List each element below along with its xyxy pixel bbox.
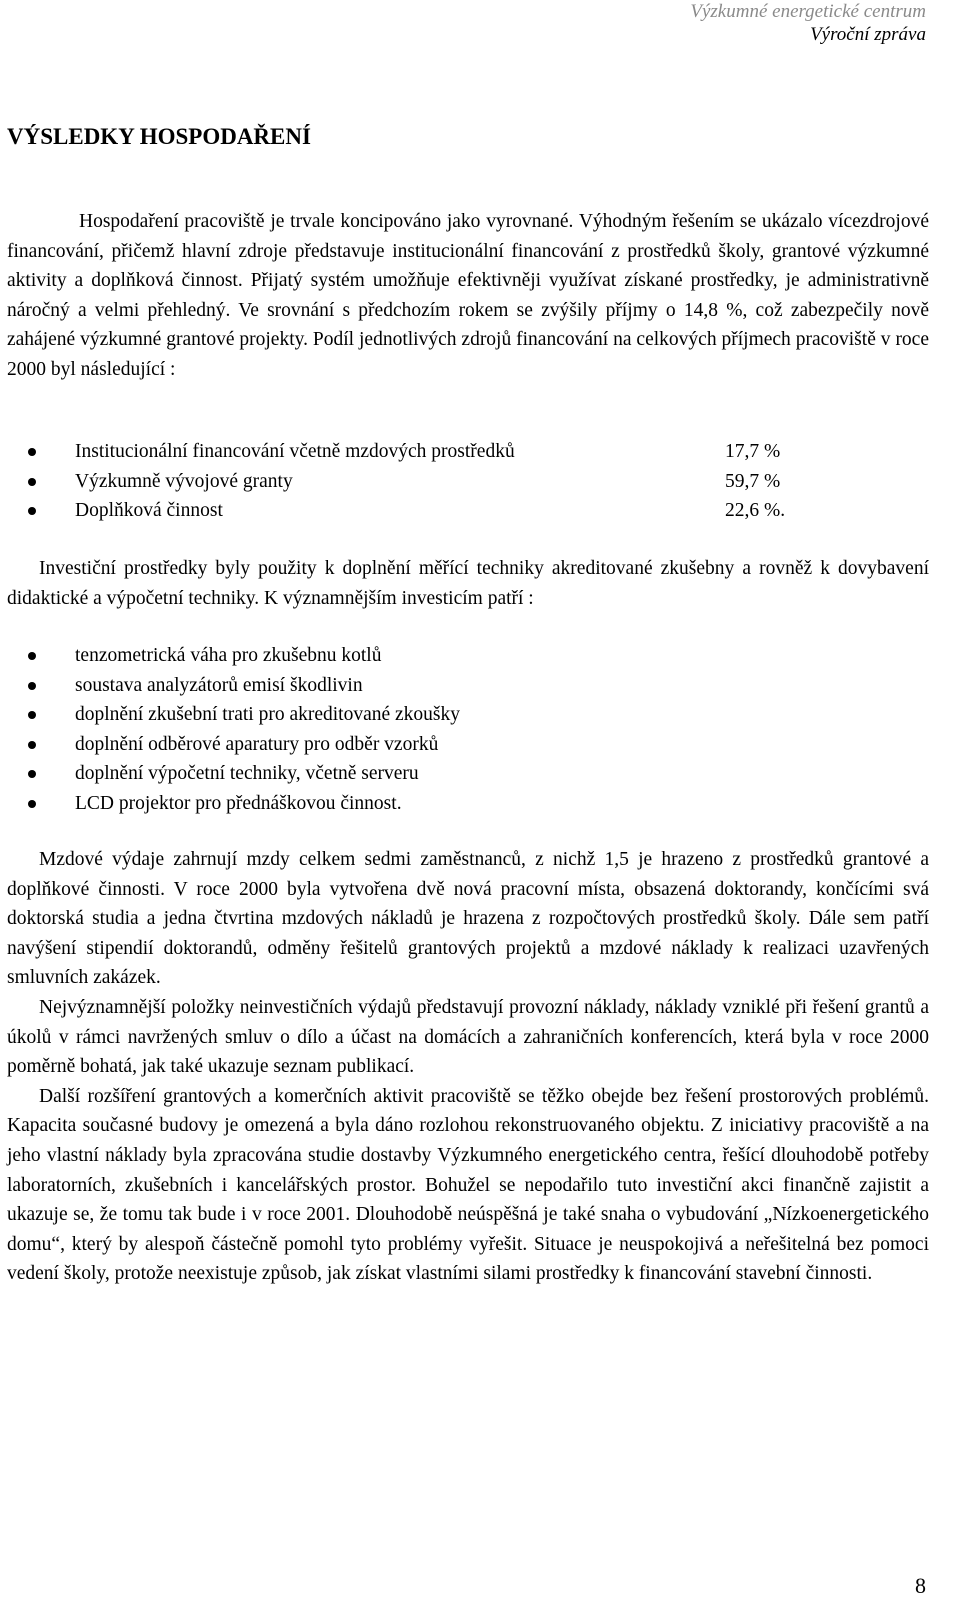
header-report: Výroční zpráva: [810, 24, 926, 45]
funding-item: [7, 437, 929, 467]
investment-item: [7, 641, 929, 671]
investment-label: doplnění odběrové aparatury pro odběr vzorků: [75, 733, 439, 755]
page-header: [690, 0, 926, 46]
funding-item: [7, 496, 929, 526]
investment-label: doplnění zkušební trati pro akreditované zkoušky: [75, 704, 461, 726]
wages-paragraph: Mzdové výdaje zahrnují mzdy celkem sedmi zaměstnanců, z nichž 1,5 je hrazeno z prostředků grantové a doplňkové činnosti. V roce 2000 byla vytvořena dvě nová pracovní místa, obsazená doktorandy, končícími svá doktorská studia a jedna čtvrtina mzdových nákladů je hrazena z rozpočtových prostředků školy. Dále sem patří navýšení stipendií doktorandů, odměny řešitelů grantových projektů a mzdové náklady k realizaci uzavřených smluvních zakázek.: [7, 849, 929, 989]
page-number: 8: [915, 1573, 926, 1598]
operating-paragraph: Nejvýznamnější položky neinvestičních výdajů představují provozní náklady, náklady vzniklé při řešení grantů a úkolů v rámci navržených smluv o dílo a účast na domácích a zahraničních konferencích, která byla v roce 2000 poměrně bohatá, jak také ukazuje seznam publikací.: [7, 996, 929, 1078]
investment-block: [7, 554, 929, 613]
bullet-icon: [28, 652, 36, 660]
investment-item: [7, 759, 929, 789]
funding-value: 22,6 %.: [725, 500, 786, 522]
space-paragraph: Další rozšíření grantových a komerčních aktivit pracoviště se těžko obejde bez řešení prostorových problémů. Kapacita současné budovy je omezená a byla dáno rozlohou rekonstruovaného objektu. Z iniciativy pracoviště a na jeho vlastní náklady byla zpracována studie dostavby Výzkumného energetického centra, řešící dlouhodobě potřeby laboratorních, zkušebních i kancelářských prostor. Bohužel se nepodařilo tuto investiční akci finančně zajistit a ukazuje se, že tomu tak bude i v roce 2001. Dlouhodobě neúspěšná je také snaha o vybudování „Nízkoenergetického domu“, který by alespoň částečně pomohl tyto problémy vyřešit. Situace je neuspokojivá a neřešitelná bez pomoci vedení školy, protože neexistuje způsob, jak získat vlastními silami prostředky k financování stavební činnosti.: [7, 1085, 929, 1285]
bullet-icon: [28, 478, 36, 486]
bullet-icon: [28, 682, 36, 690]
funding-value: 59,7 %: [725, 470, 781, 492]
funding-list: [7, 437, 929, 526]
section-title: VÝSLEDKY HOSPODAŘENÍ: [7, 124, 311, 149]
bullet-icon: [28, 711, 36, 719]
investment-item: [7, 730, 929, 760]
investment-label: LCD projektor pro přednáškovou činnost.: [75, 792, 402, 814]
investment-label: tenzometrická váha pro zkušebnu kotlů: [75, 645, 382, 666]
investment-item: [7, 671, 929, 701]
investment-label: doplnění výpočetní techniky, včetně serveru: [75, 763, 419, 785]
funding-value: 17,7 %: [725, 441, 781, 462]
investment-item: [7, 789, 929, 819]
funding-label: Institucionální financování včetně mzdových prostředků: [75, 441, 515, 462]
bullet-icon: [28, 507, 36, 515]
investment-list-block: [7, 641, 929, 819]
bullet-icon: [28, 770, 36, 778]
investment-item: [7, 700, 929, 730]
bullet-icon: [28, 741, 36, 749]
bullet-icon: [28, 800, 36, 808]
investment-label: soustava analyzátorů emisí škodlivin: [75, 674, 363, 696]
investment-paragraph: Investiční prostředky byly použity k doplnění měřící techniky akreditované zkušebny a rovněž k dovybavení didaktické a výpočetní techniky. K významnějším investicím patří :: [7, 558, 929, 609]
intro-paragraph: Hospodaření pracoviště je trvale koncipováno jako vyrovnané. Výhodným řešením se ukázalo vícezdrojové financování, přičemž hlavní zdroje představuje institucionální financování z prostředků školy, grantové výzkumné aktivity a doplňková činnost. Přijatý systém umožňuje efektivněji využívat získané prostředky, je administrativně náročný a velmi přehledný. Ve srovnání s předchozím rokem se zvýšily příjmy o 14,8 %, což zabezpečily nově zahájené výzkumné grantové projekty. Podíl jednotlivých zdrojů financování na celkových příjmech pracoviště v roce 2000 byl následující :: [7, 211, 929, 380]
funding-list-block: [7, 437, 929, 526]
bullet-icon: [28, 448, 36, 456]
intro-block: [7, 207, 929, 385]
investment-list: [7, 641, 929, 819]
funding-label: Doplňková činnost: [75, 500, 223, 522]
funding-item: [7, 467, 929, 497]
closing-block: [7, 845, 929, 1289]
funding-label: Výzkumně vývojové granty: [75, 470, 293, 492]
header-organization: Výzkumné energetické centrum: [690, 1, 926, 22]
